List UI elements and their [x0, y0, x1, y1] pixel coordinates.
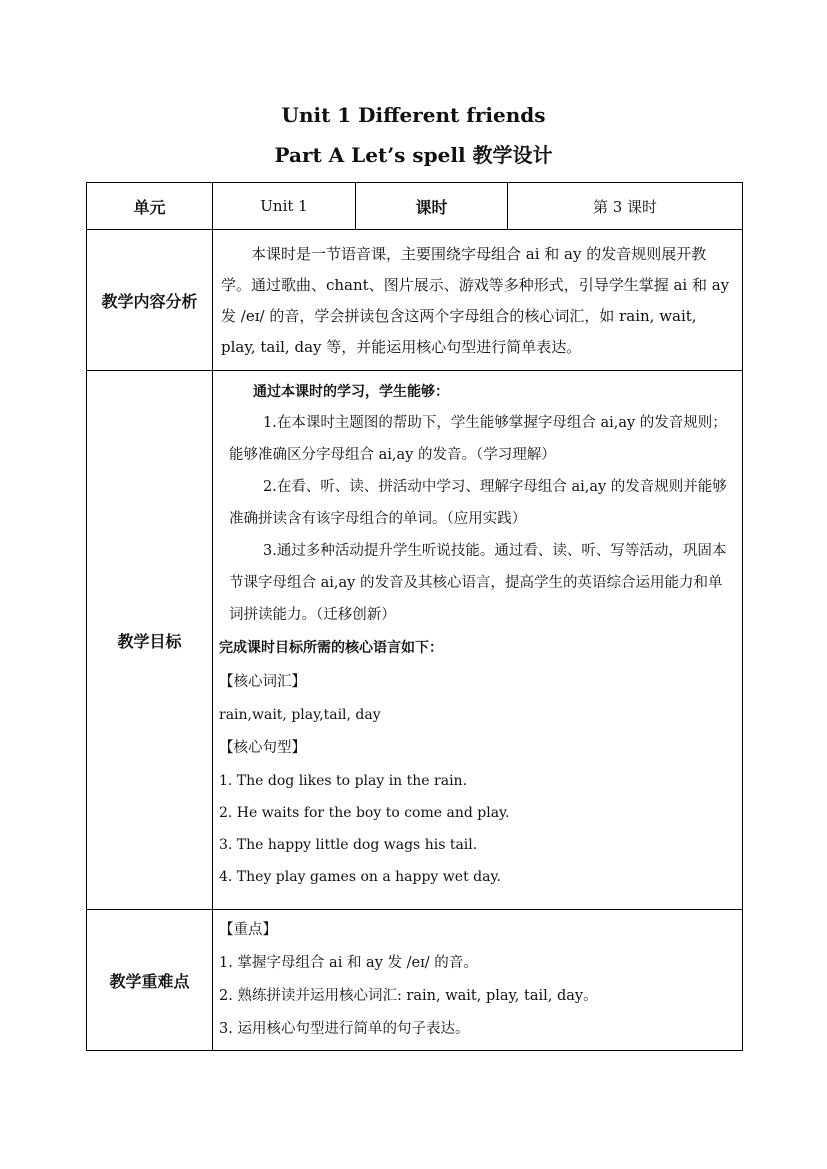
analysis-text: 本课时是一节语音课，主要围绕字母组合 ai 和 ay 的发音规则展开教学。通过歌曲、chant、图片展示、游戏等多种形式，引导学生掌握 ai 和 ay 发 /eɪ/ 的音，学会拼读包含这两个字母组合的核心词汇，如 rain, wait, play, tail, day 等，并能运用核心句型进行简单表达。 — [221, 245, 730, 356]
goals-cell — [213, 371, 743, 910]
sentence-item: 3. The happy little dog wags his tail. — [219, 837, 478, 853]
keypoints-label: 教学重难点 — [87, 910, 213, 1051]
header-row — [87, 183, 743, 230]
goal-item: 2.在看、听、读、拼活动中学习、理解字母组合 ai,ay 的发音规则并能够准确拼读含有该字母组合的单词。（应用实践） — [229, 479, 727, 527]
keypoint-item: 2. 熟练拼读并运用核心词汇: rain, wait, play, tail, day。 — [219, 988, 598, 1004]
keypoints-row — [87, 910, 743, 1051]
vocab-label: 【核心词汇】 — [219, 674, 306, 690]
period-label: 课时 — [356, 183, 508, 230]
goal-item: 1.在本课时主题图的帮助下，学生能够掌握字母组合 ai,ay 的发音规则；能够准确区分字母组合 ai,ay 的发音。（学习理解） — [229, 415, 727, 463]
unit-value: Unit 1 — [213, 183, 356, 230]
vocab-list: rain,wait, play,tail, day — [219, 707, 381, 723]
goal-item: 3.通过多种活动提升学生听说技能。通过看、读、听、写等活动，巩固本节课字母组合 ai,ay 的发音及其核心语言，提高学生的英语综合运用能力和单词拼读能力。（迁移创新） — [229, 543, 727, 623]
period-value: 第 3 课时 — [508, 183, 743, 230]
goals-label: 教学目标 — [87, 371, 213, 910]
analysis-label: 教学内容分析 — [87, 230, 213, 371]
core-language-intro: 完成课时目标所需的核心语言如下： — [219, 640, 443, 656]
sentences-label: 【核心句型】 — [219, 740, 306, 756]
document-subtitle: Part A Let’s spell 教学设计 — [274, 143, 553, 167]
focus-label: 【重点】 — [219, 922, 277, 938]
document-title: Unit 1 Different friends — [281, 103, 546, 127]
keypoint-item: 1. 掌握字母组合 ai 和 ay 发 /eɪ/ 的音。 — [219, 955, 478, 971]
lesson-plan-table — [86, 182, 743, 1051]
analysis-cell — [213, 230, 743, 371]
sentence-item: 4. They play games on a happy wet day. — [219, 869, 501, 885]
goals-row — [87, 371, 743, 910]
analysis-row — [87, 230, 743, 371]
unit-label: 单元 — [87, 183, 213, 230]
goals-intro: 通过本课时的学习，学生能够： — [253, 384, 449, 400]
sentence-item: 1. The dog likes to play in the rain. — [219, 773, 468, 789]
sentence-item: 2. He waits for the boy to come and play. — [219, 805, 510, 821]
keypoint-item: 3. 运用核心句型进行简单的句子表达。 — [219, 1021, 470, 1037]
keypoints-cell — [213, 910, 743, 1051]
